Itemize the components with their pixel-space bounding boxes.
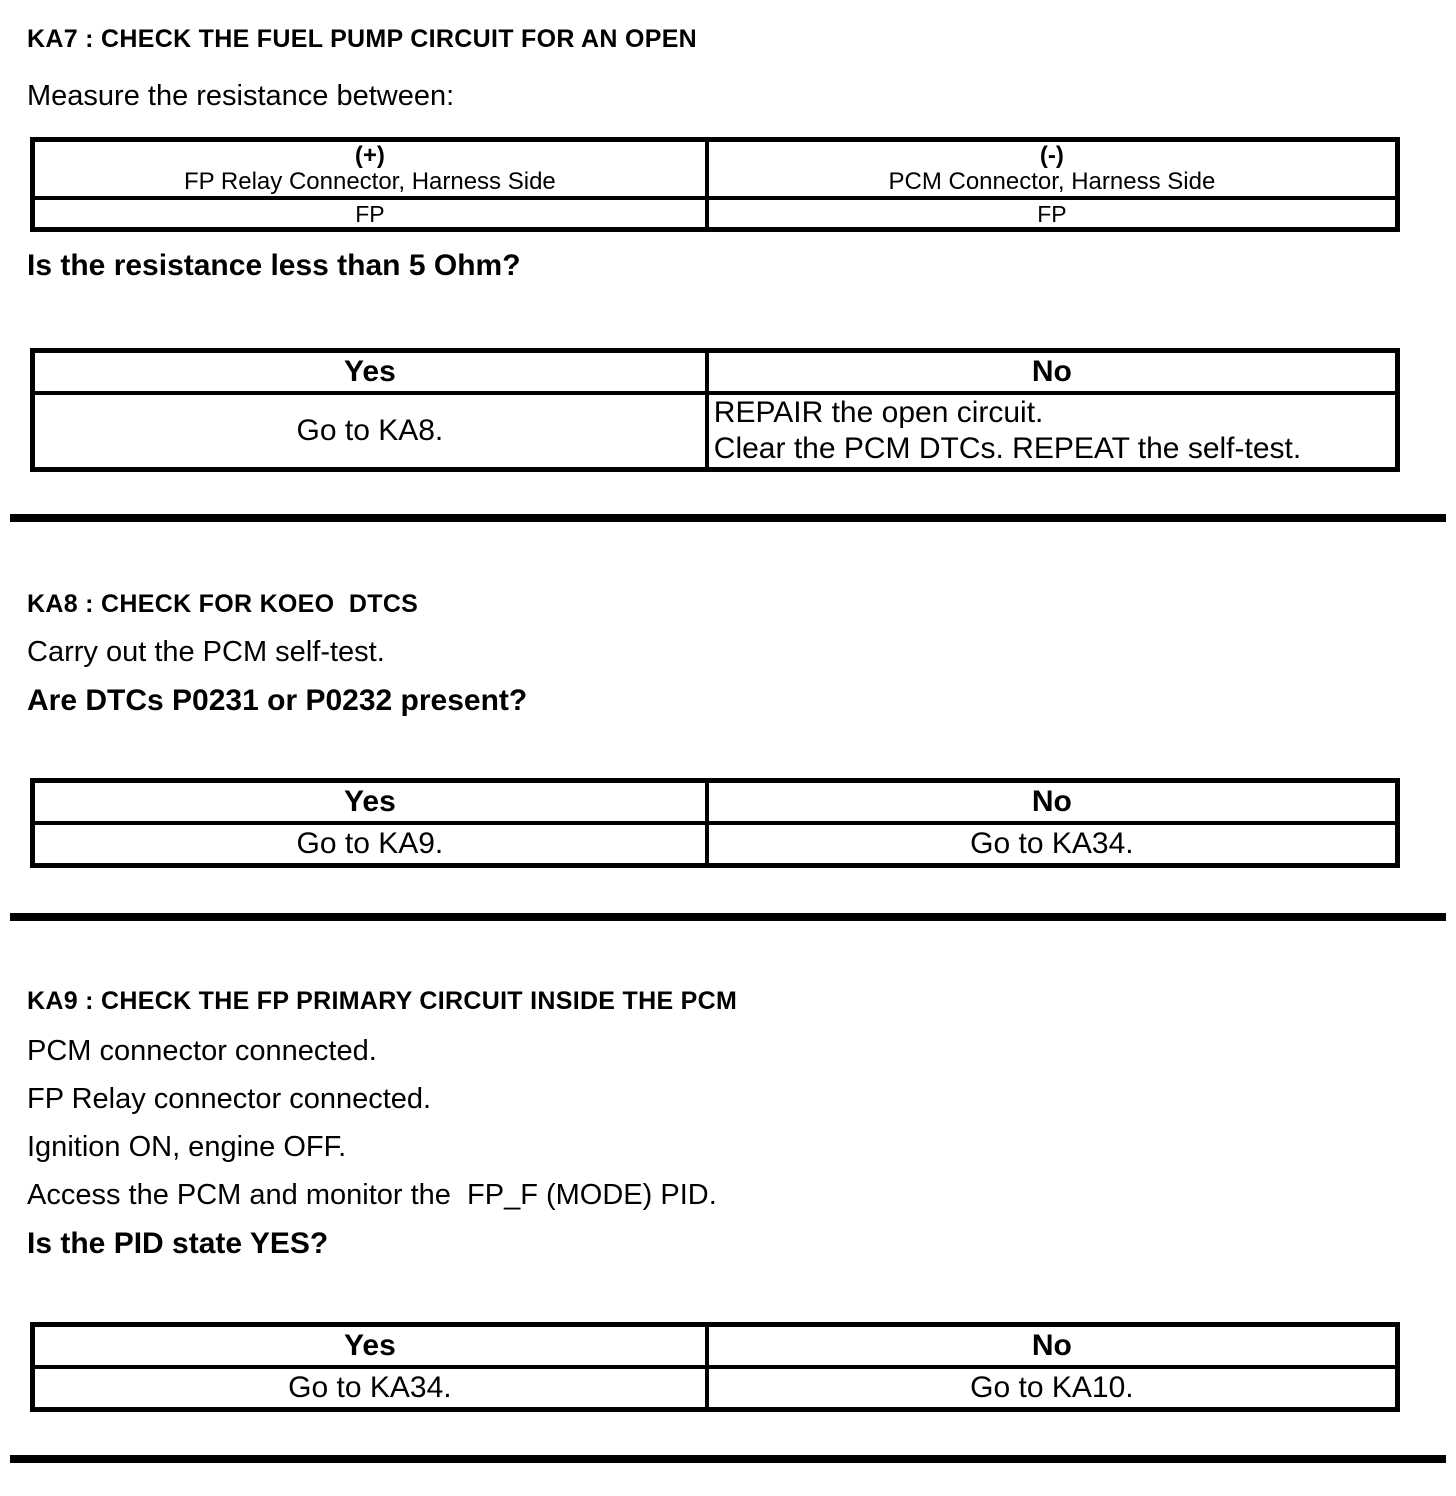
- decision-table-ka9: [30, 1322, 1400, 1412]
- decision-table-ka8: [30, 778, 1400, 868]
- section-divider: [10, 913, 1446, 921]
- yes-action-cell: Go to KA8.: [33, 393, 707, 470]
- decision-question-ka8: Are DTCs P0231 or P0232 present?: [27, 684, 528, 717]
- table-row: [33, 1367, 1398, 1410]
- table-row: [33, 198, 1398, 230]
- table-row: [33, 140, 1398, 199]
- yes-action-cell: Go to KA9.: [33, 823, 707, 866]
- no-action-cell: [707, 393, 1398, 470]
- decision-table-ka7: [30, 348, 1400, 472]
- no-action-line: REPAIR the open circuit.: [713, 396, 1044, 429]
- no-action-cell: Go to KA34.: [707, 823, 1398, 866]
- table-row: [33, 393, 1398, 470]
- positive-connector-cell: [33, 140, 707, 199]
- negative-connector-cell: [707, 140, 1398, 199]
- table-row: [33, 351, 1398, 394]
- procedure-step: FP Relay connector connected.: [27, 1083, 432, 1115]
- no-action-cell: Go to KA10.: [707, 1367, 1398, 1410]
- negative-pin-cell: FP: [707, 198, 1398, 230]
- procedure-step: Access the PCM and monitor the FP_F (MODE) PID.: [27, 1179, 717, 1211]
- measure-instruction: Measure the resistance between:: [27, 80, 455, 112]
- measurement-points-table: [30, 137, 1400, 232]
- yes-column-header: Yes: [33, 1325, 707, 1368]
- no-column-header: No: [707, 351, 1398, 394]
- no-column-header: No: [707, 1325, 1398, 1368]
- decision-question-ka9: Is the PID state YES?: [27, 1227, 329, 1260]
- procedure-step: Ignition ON, engine OFF.: [27, 1131, 347, 1163]
- positive-connector-label: FP Relay Connector, Harness Side: [184, 168, 556, 195]
- no-column-header: No: [707, 781, 1398, 824]
- yes-column-header: Yes: [33, 781, 707, 824]
- yes-column-header: Yes: [33, 351, 707, 394]
- positive-pin-cell: FP: [33, 198, 707, 230]
- procedure-step: Carry out the PCM self-test.: [27, 636, 385, 668]
- table-row: [33, 781, 1398, 824]
- section-title-ka9: KA9 : CHECK THE FP PRIMARY CIRCUIT INSIDE THE PCM: [27, 987, 738, 1015]
- section-title-ka8: KA8 : CHECK FOR KOEO DTCS: [27, 590, 419, 618]
- table-row: [33, 823, 1398, 866]
- negative-sign: (-): [1039, 142, 1064, 169]
- section-title-ka7: KA7 : CHECK THE FUEL PUMP CIRCUIT FOR AN OPEN: [27, 25, 698, 53]
- section-divider: [10, 514, 1446, 522]
- positive-sign: (+): [354, 142, 385, 169]
- negative-connector-label: PCM Connector, Harness Side: [888, 168, 1216, 195]
- decision-question-ka7: Is the resistance less than 5 Ohm?: [27, 249, 521, 282]
- procedure-step: PCM connector connected.: [27, 1035, 377, 1067]
- table-row: [33, 1325, 1398, 1368]
- yes-action-cell: Go to KA34.: [33, 1367, 707, 1410]
- no-action-line: Clear the PCM DTCs. REPEAT the self-test.: [713, 432, 1302, 465]
- section-divider: [10, 1455, 1446, 1463]
